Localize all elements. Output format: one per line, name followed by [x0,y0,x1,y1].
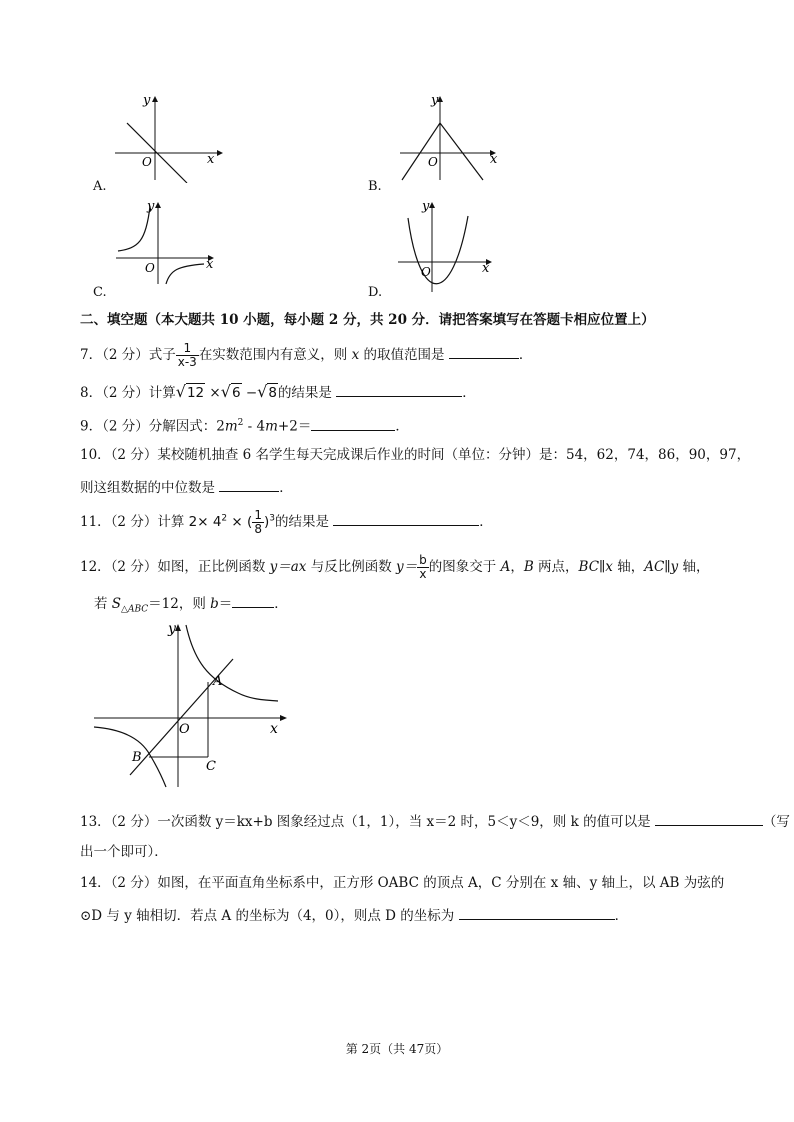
origin-label: O [145,261,155,275]
axis-label-x: x [482,261,490,276]
answer-blank[interactable] [232,593,274,608]
question-14: 14．（2 分）如图，在平面直角坐标系中，正方形 OABC 的顶点 A，C 分别在 x 轴、y 轴上，以 AB 为弦的 [80,875,725,891]
question-7: 7．（2 分）式子 $\frac{1}{x-3}$ 在实数范围内有意义，则 x 的取值范围是 ． [80,341,533,369]
question-9: 9．（2 分）分解因式：$2m^2 - 4m+2=$ ． [80,414,409,436]
option-b-label: B. [368,179,382,194]
origin-label: O [179,722,190,737]
axis-label-x: x [207,152,215,167]
question-10: 10．（2 分）某校随机抽查 6 名学生每天完成课后作业的时间（单位：分钟）是：54，62，74，86，90，97， [80,447,751,463]
answer-blank[interactable] [333,511,479,526]
question-12-line2: 若 $S_{\triangle ABC}=12$，则 b＝ ． [94,593,288,619]
option-d-label: D. [368,285,383,300]
option-c-label: C. [93,285,107,300]
radical-icon: √ [220,382,231,401]
axis-label-y: y [422,199,430,214]
answer-blank[interactable] [219,477,279,492]
question-13: 13．（2 分）一次函数 y＝kx+b 图象经过点（1，1），当 x＝2 时，5＜y＜9，则 k 的值可以是 （写 [80,811,790,831]
question-10-line2: 则这组数据的中位数是 ． [80,477,293,497]
origin-label: O [142,155,152,169]
point-b-label: B [132,750,142,765]
figure-q12 [90,615,300,790]
radical-icon: √ [257,382,268,401]
option-b-graph [390,88,510,183]
origin-label: O [421,265,431,279]
fraction: $\frac{b}{x}$ [419,553,427,581]
radical-icon: √ [175,382,186,401]
axis-label-x: x [490,152,498,167]
answer-blank[interactable] [459,905,615,920]
section-title: 二、填空题（本大题共 10 小题，每小题 2 分，共 20 分．请把答案填写在答题卡相应位置上） [80,312,655,328]
fraction: $\frac{1}{x-3}$ [177,341,197,369]
point-c-label: C [206,759,216,774]
axis-label-y: y [143,93,151,108]
option-a-graph [105,88,235,183]
option-c-graph [108,196,228,286]
origin-label: O [428,155,438,169]
point-a-label: A [213,674,223,689]
question-8: 8．（2 分）计算√12 ×√6 −√8的结果是 ． [80,382,476,401]
question-14-line2: ⊙D 与 y 轴相切．若点 A 的坐标为（4，0），则点 D 的坐标为 ． [80,905,628,925]
answer-blank[interactable] [449,344,519,359]
axis-label-x: x [206,257,214,272]
axis-label-x: x [270,721,278,737]
answer-blank[interactable] [311,416,395,431]
axis-label-y: y [431,93,439,108]
fraction: $\frac{1}{8}$ [254,508,262,536]
option-d-graph [390,196,510,296]
option-a-label: A. [93,179,107,194]
answer-blank[interactable] [655,811,763,826]
axis-label-y: y [168,621,176,637]
page-footer: 第 2页（共 47页） [345,1042,449,1056]
answer-blank[interactable] [336,382,462,397]
axis-label-y: y [147,199,155,214]
question-12: 12．（2 分）如图，正比例函数 y＝ax 与反比例函数 y＝ $\frac{b}{x}$ 的图象交于 A，B 两点，BC∥x 轴，AC∥y 轴， [80,553,710,581]
question-11: 11．（2 分）计算 $2\times 4^2$ × ( $\frac{1}{8}$ )$^3$的结果是 ． [80,508,493,536]
question-13-line2: 出一个即可）． [80,844,168,860]
